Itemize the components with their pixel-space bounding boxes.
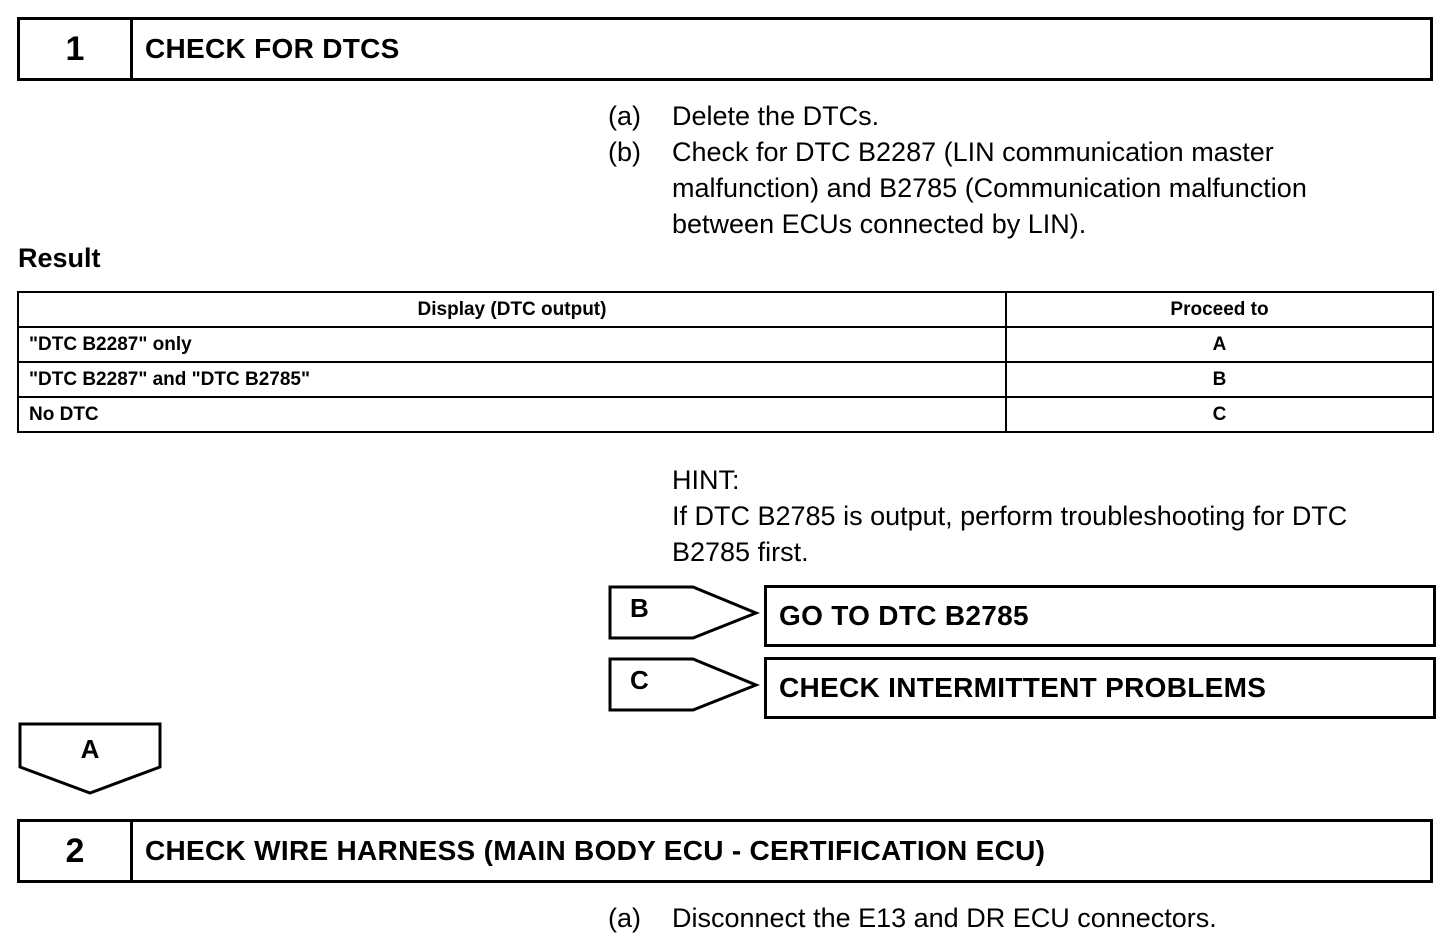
hint-block — [672, 462, 1442, 570]
continue-arrow-a — [18, 722, 162, 796]
result-heading: Result — [18, 243, 101, 273]
display-cell: "DTC B2287" and "DTC B2785" — [18, 362, 1006, 397]
step-1-instructions — [608, 98, 1307, 242]
column-header: Proceed to — [1006, 292, 1433, 327]
branch-b — [608, 585, 1438, 647]
display-cell: No DTC — [18, 397, 1006, 432]
instruction-text: between ECUs connected by LIN). — [672, 209, 1087, 239]
proceed-cell: C — [1006, 397, 1433, 432]
table-row — [18, 397, 1433, 432]
branch-target: GO TO DTC B2785 — [764, 585, 1436, 647]
instruction-text: Delete the DTCs. — [672, 101, 880, 131]
branch-code: C — [630, 665, 649, 695]
step-1-header — [17, 17, 1433, 81]
result-table — [17, 291, 1434, 433]
table-row — [18, 362, 1433, 397]
instruction-label: (a) — [608, 903, 641, 933]
hint-label: HINT: — [672, 465, 740, 495]
instruction-a — [608, 900, 1217, 936]
instruction-b — [608, 134, 1307, 242]
table-header-row — [18, 292, 1433, 327]
hint-text: If DTC B2785 is output, perform troubleshooting for DTC — [672, 501, 1348, 531]
instruction-text: malfunction) and B2785 (Communication malfunction — [672, 173, 1307, 203]
proceed-cell: A — [1006, 327, 1433, 362]
branch-code: B — [630, 593, 649, 623]
instruction-label: (a) — [608, 101, 641, 131]
step-title: CHECK FOR DTCS — [145, 33, 400, 64]
step-number: 2 — [20, 822, 133, 880]
branch-target: CHECK INTERMITTENT PROBLEMS — [764, 657, 1436, 719]
instruction-a — [608, 98, 1307, 134]
proceed-cell: B — [1006, 362, 1433, 397]
instruction-text: Check for DTC B2287 (LIN communication master — [672, 137, 1274, 167]
step-2-header — [17, 819, 1433, 883]
step-2-instructions — [608, 900, 1217, 936]
column-header: Display (DTC output) — [18, 292, 1006, 327]
step-title: CHECK WIRE HARNESS (MAIN BODY ECU - CERTIFICATION ECU) — [145, 835, 1046, 866]
table-row — [18, 327, 1433, 362]
step-number: 1 — [20, 20, 133, 78]
instruction-label: (b) — [608, 137, 641, 167]
branch-c — [608, 657, 1438, 719]
arrow-code: A — [80, 734, 100, 764]
display-cell: "DTC B2287" only — [18, 327, 1006, 362]
instruction-text: Disconnect the E13 and DR ECU connectors. — [672, 903, 1217, 933]
hint-text: B2785 first. — [672, 537, 809, 567]
